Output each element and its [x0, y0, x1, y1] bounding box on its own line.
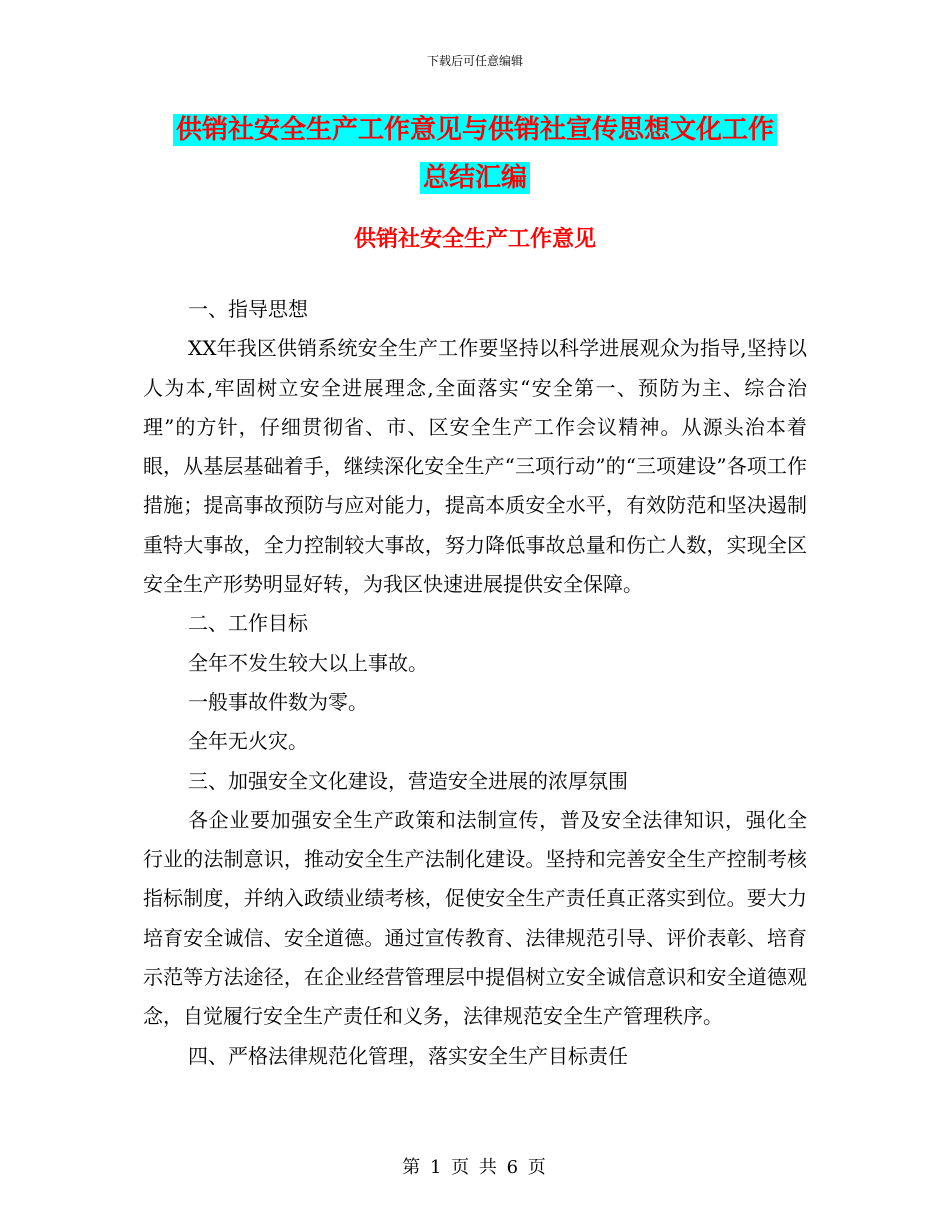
- goal-item: 全年无火灾。: [188, 729, 308, 754]
- document-title-line-2: 总结汇编: [420, 162, 530, 194]
- heading-work-goals: 二、工作目标: [188, 611, 308, 636]
- heading-guiding-thought: 一、指导思想: [188, 297, 308, 321]
- paragraph-safety-culture: 各企业要加强安全生产政策和法制宣传，普及安全法律知识，强化全行业的法制意识，推动安全生产法制化建设。坚持和完善安全生产控制考核指标制度，并纳入政绩业绩考核，促使安全生产责任真正落实到位。要大力培育安全诚信、安全道德。通过宣传教育、法律规范引导、评价表彰、培育示范等方法途径，在企业经营管理层中提倡树立安全诚信意识和安全道德观念，自觉履行安全生产责任和义务，法律规范安全生产管理秩序。: [143, 807, 807, 1029]
- heading-safety-culture: 三、加强安全文化建设，营造安全进展的浓厚氛围: [188, 768, 628, 793]
- page-footer: 第 1 页 共 6 页: [402, 1157, 548, 1178]
- goal-item: 全年不发生较大以上事故。: [188, 650, 428, 675]
- goal-item: 一般事故件数为零。: [188, 689, 368, 714]
- document-title: [0, 106, 950, 202]
- heading-standardized-management: 四、严格法律规范化管理，落实安全生产目标责任: [188, 1043, 628, 1068]
- section-title: 供销社安全生产工作意见: [353, 227, 596, 252]
- document-body: [143, 290, 807, 1076]
- paragraph-guiding-thought: XX年我区供销系统安全生产工作要坚持以科学进展观众为指导,坚持以人为本,牢固树立安全进展理念,全面落实“安全第一、预防为主、综合治理”的方针，仔细贯彻省、市、区安全生产工作会议精神。从源头治本着眼，从基层基础着手，继续深化安全生产“三项行动”的“三项建设”各项工作措施；提高事故预防与应对能力，提高本质安全水平，有效防范和坚决遏制重特大事故，全力控制较大事故，努力降低事故总量和伤亡人数，实现全区安全生产形势明显好转，为我区快速进展提供安全保障。: [143, 336, 807, 597]
- header-note: 下载后可任意编辑: [426, 54, 523, 68]
- document-title-line-1: 供销社安全生产工作意见与供销社宣传思想文化工作: [173, 114, 777, 146]
